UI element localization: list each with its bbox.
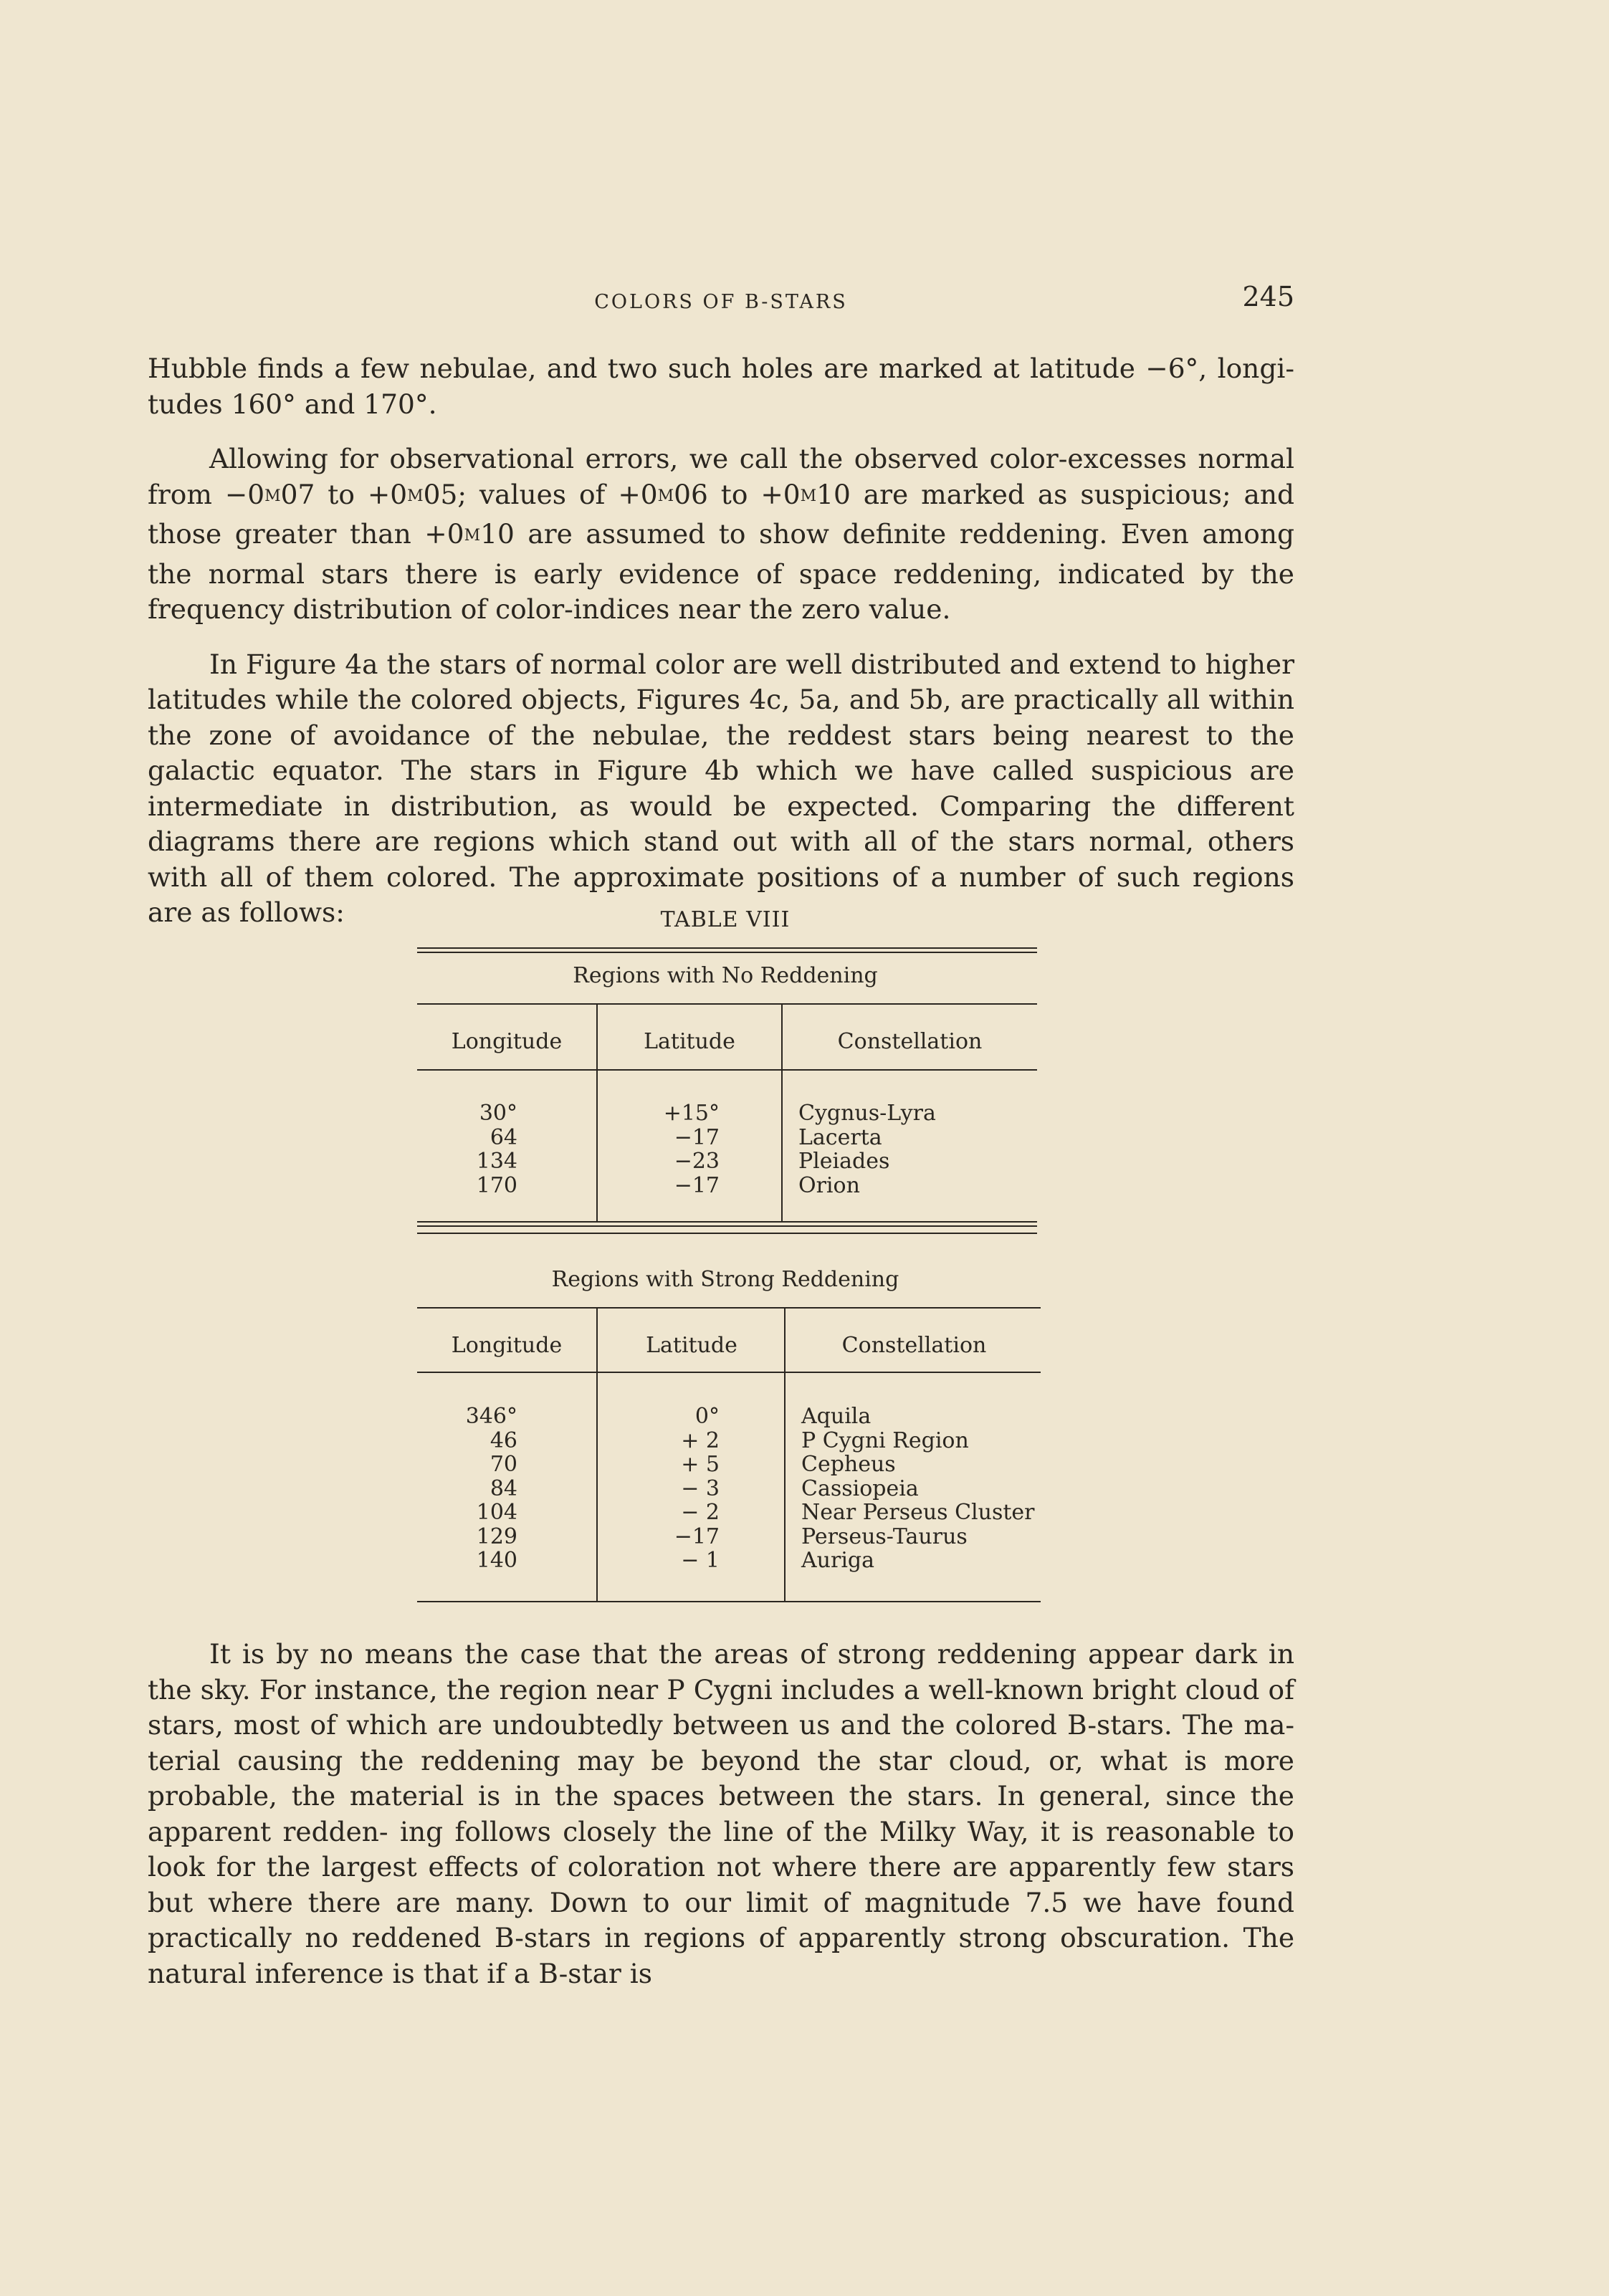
text-line: tudes 160° and 170°. xyxy=(148,388,437,420)
table-cell: Cepheus xyxy=(801,1452,896,1477)
column-divider xyxy=(784,1307,786,1601)
text-line: effects of coloration not where there are apparently few stars but where there are many. xyxy=(148,1851,1295,1918)
text-line: 10 are assumed to show definite reddening. Even among the xyxy=(148,518,1294,590)
magnitude-superscript: M xyxy=(407,487,424,505)
magnitude-superscript: M xyxy=(800,487,817,505)
text-line: It is by no means the case that the areas of strong reddening appear dark in the xyxy=(148,1638,1294,1706)
table-cell-latitude xyxy=(631,1101,720,1197)
text-line: The approximate positions of a number of such regions are as follows: xyxy=(148,861,1294,928)
section-rule xyxy=(417,1233,1037,1234)
table-cell: 140 xyxy=(476,1548,517,1573)
table-cell: 64 xyxy=(490,1124,517,1150)
table-cell: Orion xyxy=(798,1172,860,1198)
paragraph-2 xyxy=(148,441,1294,628)
text-line: Down to our limit of magnitude 7.5 we have found practically no reddened B-stars in xyxy=(148,1886,1295,1953)
magnitude-superscript: M xyxy=(264,487,281,505)
table-cell-longitude xyxy=(417,1101,517,1197)
table-cell: 84 xyxy=(490,1475,517,1501)
table-cell: 346° xyxy=(465,1404,517,1429)
table-cell: Auriga xyxy=(801,1548,875,1573)
table-cell: + 5 xyxy=(681,1452,720,1477)
text-line: Allowing for observational errors, we call the observed color-excesses normal xyxy=(209,443,1294,474)
header-rule xyxy=(417,1069,1037,1071)
text-line: 10 are marked as suspicious; and xyxy=(816,478,1294,510)
table-cell: −17 xyxy=(674,1124,720,1150)
table-cell: −17 xyxy=(674,1524,720,1549)
paragraph-1 xyxy=(148,351,1294,422)
magnitude-superscript: M xyxy=(657,487,674,505)
table-cell-longitude xyxy=(417,1405,517,1573)
paragraph-4 xyxy=(148,1637,1294,1991)
table-cell: Lacerta xyxy=(798,1124,882,1150)
text-line: those greater than +0 xyxy=(148,518,464,550)
table-cell: 0° xyxy=(694,1404,720,1429)
table-cell: 170 xyxy=(476,1172,517,1198)
table-cell: 134 xyxy=(476,1149,517,1174)
paragraph-3 xyxy=(148,647,1294,931)
table-cell: +15° xyxy=(663,1101,720,1126)
table-cell: P Cygni Region xyxy=(801,1427,969,1453)
text-line: regions which stand out with all of the stars normal, others with all of them colored. xyxy=(148,826,1294,893)
text-line: 05; values of +0 xyxy=(423,478,658,510)
column-header-constellation: Constellation xyxy=(841,1333,987,1358)
table-cell: −17 xyxy=(674,1172,720,1198)
text-line: ing follows closely the line of the Milky Way, it is reasonable to look for the largest xyxy=(148,1815,1294,1883)
magnitude-superscript: M xyxy=(464,527,481,545)
text-line: 06 to +0 xyxy=(674,478,801,510)
column-header-latitude: Latitude xyxy=(646,1333,737,1358)
table-title: TABLE VIII xyxy=(660,907,791,932)
table-cell: + 2 xyxy=(681,1427,720,1453)
column-header-latitude: Latitude xyxy=(644,1029,735,1054)
running-title: COLORS OF B-STARS xyxy=(594,291,848,313)
text-line: the material is in the spaces between the stars. In general, since the apparent redden- xyxy=(148,1780,1294,1847)
text-line: latitudes while the colored objects, Figures 4c, 5a, and 5b, are practically all within the xyxy=(148,684,1294,751)
table-cell-constellation xyxy=(801,1405,1088,1573)
body-text-top xyxy=(148,351,1294,931)
column-divider xyxy=(781,1003,783,1221)
table-cell: Pleiades xyxy=(798,1149,890,1174)
table-cell: Aquila xyxy=(801,1404,872,1429)
table-cell-latitude xyxy=(631,1405,720,1573)
table-cell: − 1 xyxy=(681,1548,720,1573)
table-cell: Perseus-Taurus xyxy=(801,1524,968,1549)
section-heading-no-reddening: Regions with No Reddening xyxy=(573,963,878,988)
text-line: distribution, as would be expected. Comparing the different diagrams there are xyxy=(148,790,1294,857)
column-header-longitude: Longitude xyxy=(451,1029,563,1054)
table-cell: Cassiopeia xyxy=(801,1475,919,1501)
text-line: 07 to +0 xyxy=(280,478,408,510)
table-bottom-rule xyxy=(417,1601,1041,1602)
running-head xyxy=(148,278,1294,321)
text-line: stars, most of which are undoubtedly between us and the colored B-stars. The ma- xyxy=(148,1709,1294,1741)
column-header-constellation: Constellation xyxy=(837,1029,983,1054)
text-line: sky. For instance, the region near P Cygni includes a well-known bright cloud of xyxy=(200,1673,1294,1706)
table-cell: −23 xyxy=(674,1149,720,1174)
text-line: regions of apparently strong obscuration. The natural inference is that if a B-star is xyxy=(148,1922,1295,1989)
text-line: terial causing the reddening may be beyond the star cloud, or, what is more probable, xyxy=(148,1744,1294,1812)
table-cell: Near Perseus Cluster xyxy=(801,1500,1035,1525)
text-line: Hubble finds a few nebulae, and two such holes are marked at latitude −6°, longi- xyxy=(148,353,1294,384)
page-number: 245 xyxy=(1242,281,1294,312)
table-cell: Cygnus-Lyra xyxy=(798,1101,936,1126)
section-rule xyxy=(417,1225,1037,1227)
column-divider xyxy=(596,1307,598,1601)
table-cell: − 2 xyxy=(681,1500,720,1525)
table-cell: 46 xyxy=(490,1427,517,1453)
table-cell: 104 xyxy=(476,1500,517,1525)
table-cell: 70 xyxy=(490,1452,517,1477)
text-line: distribution of color-indices near the zero value. xyxy=(292,593,951,625)
section-rule xyxy=(417,1003,1037,1005)
table-top-rule xyxy=(417,952,1037,953)
text-line: normal stars there is early evidence of space reddening, indicated by the frequency xyxy=(148,558,1294,625)
table-cell: 129 xyxy=(476,1524,517,1549)
section-rule xyxy=(417,1221,1037,1223)
body-text-bottom xyxy=(148,1637,1294,1991)
table-cell: 30° xyxy=(479,1101,517,1126)
text-line: equator. The stars in Figure 4b which we have called suspicious are intermediate in xyxy=(148,755,1294,822)
table-cell: − 3 xyxy=(681,1475,720,1501)
text-line: zone of avoidance of the nebulae, the reddest stars being nearest to the galactic xyxy=(148,719,1294,786)
column-header-longitude: Longitude xyxy=(451,1333,563,1358)
text-line: from −0 xyxy=(148,478,265,510)
table-cell-constellation xyxy=(798,1101,1085,1197)
section-rule xyxy=(417,1307,1041,1309)
header-rule xyxy=(417,1372,1041,1373)
section-heading-strong-reddening: Regions with Strong Reddening xyxy=(551,1267,899,1292)
column-divider xyxy=(596,1003,598,1221)
table-top-rule xyxy=(417,947,1037,949)
text-line: In Figure 4a the stars of normal color are well distributed and extend to higher xyxy=(209,648,1294,680)
